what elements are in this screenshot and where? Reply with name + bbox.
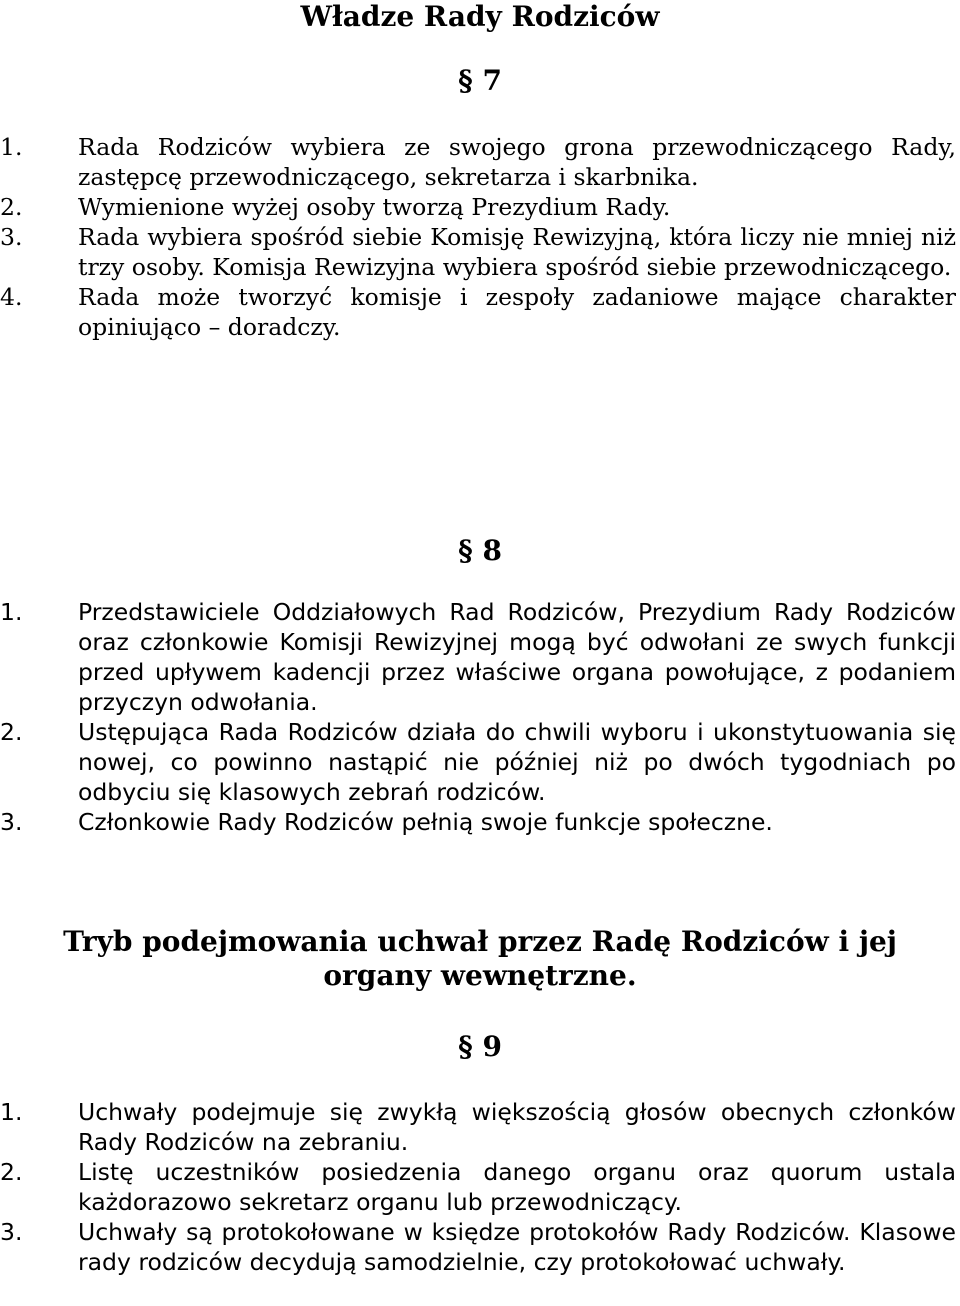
list-item xyxy=(0,717,960,807)
item-text: Uchwały są protokołowane w księdze protokołów Rady Rodziców. Klasowe rady rodziców decydują samodzielnie, czy protokołować uchwały. xyxy=(78,1218,956,1276)
list-item xyxy=(0,282,960,342)
item-number: 3. xyxy=(0,223,23,251)
section-8-list xyxy=(0,597,960,837)
list-item xyxy=(0,1157,960,1217)
list-item xyxy=(0,1097,960,1157)
item-number: 1. xyxy=(0,598,23,626)
section-heading-resolutions: Tryb podejmowania uchwał przez Radę Rodziców i jej organy wewnętrzne. xyxy=(63,925,897,992)
paragraph-mark-7: § 7 xyxy=(458,64,502,97)
section-heading-authorities: Władze Rady Rodziców xyxy=(300,0,660,33)
item-text: Rada wybiera spośród siebie Komisję Rewizyjną, która liczy nie mniej niż trzy osoby. Komisja Rewizyjna wybiera spośród siebie przewodniczącego. xyxy=(78,223,956,281)
list-item xyxy=(0,192,960,222)
item-text: Ustępująca Rada Rodziców działa do chwili wyboru i ukonstytuowania się nowej, co powinno nastąpić nie później niż po dwóch tygodniach po odbyciu się klasowych zebrań rodziców. xyxy=(78,718,956,806)
list-item xyxy=(0,807,960,837)
paragraph-mark-9: § 9 xyxy=(458,1030,502,1063)
item-number: 4. xyxy=(0,283,23,311)
item-number: 2. xyxy=(0,193,23,221)
paragraph-mark-8: § 8 xyxy=(458,534,502,567)
list-item xyxy=(0,222,960,282)
item-text: Przedstawiciele Oddziałowych Rad Rodziców, Prezydium Rady Rodziców oraz członkowie Komisji Rewizyjnej mogą być odwołani ze swych funkcji przed upływem kadencji przez właściwe organa powołujące, z podaniem przyczyn odwołania. xyxy=(78,598,956,716)
item-text: Rada może tworzyć komisje i zespoły zadaniowe mające charakter opiniująco – doradczy. xyxy=(78,283,956,341)
item-text: Członkowie Rady Rodziców pełnią swoje funkcje społeczne. xyxy=(78,808,773,836)
list-item xyxy=(0,1217,960,1277)
item-number: 3. xyxy=(0,808,23,836)
item-text: Uchwały podejmuje się zwykłą większością głosów obecnych członków Rady Rodziców na zebraniu. xyxy=(78,1098,956,1156)
section-9-list xyxy=(0,1097,960,1277)
item-number: 1. xyxy=(0,1098,23,1126)
item-text: Wymienione wyżej osoby tworzą Prezydium Rady. xyxy=(78,193,671,221)
item-number: 2. xyxy=(0,718,23,746)
list-item xyxy=(0,597,960,717)
item-text: Rada Rodziców wybiera ze swojego grona przewodniczącego Rady, zastępcę przewodniczącego, sekretarza i skarbnika. xyxy=(78,133,956,191)
list-item xyxy=(0,132,960,192)
item-number: 2. xyxy=(0,1158,23,1186)
item-number: 3. xyxy=(0,1218,23,1246)
item-text: Listę uczestników posiedzenia danego organu oraz quorum ustala każdorazowo sekretarz organu lub przewodniczący. xyxy=(78,1158,956,1216)
item-number: 1. xyxy=(0,133,23,161)
section-7-list xyxy=(0,132,960,342)
